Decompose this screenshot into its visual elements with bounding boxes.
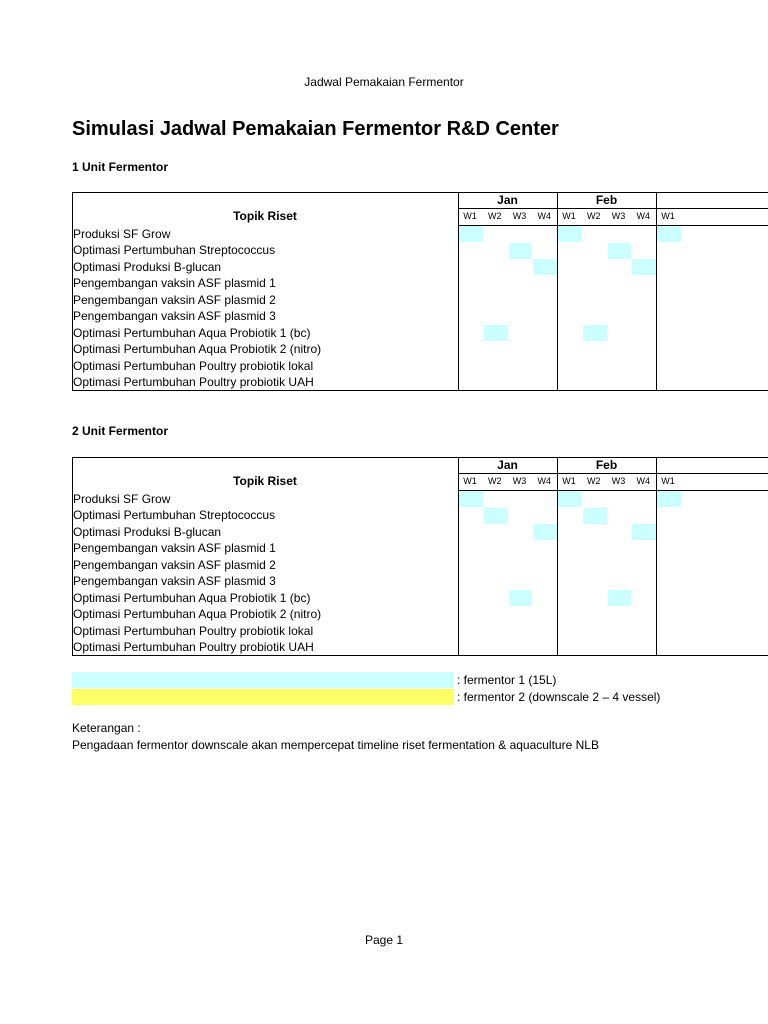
week-header: W3 — [611, 211, 626, 221]
week-header: W1 — [463, 211, 477, 221]
month-header-jan: Jan — [497, 458, 518, 472]
topik-row-label: Pengembangan vaksin ASF plasmid 3 — [73, 309, 276, 323]
week-header: W2 — [587, 211, 601, 221]
grid-line — [656, 457, 657, 655]
legend-swatch-fermentor-2 — [72, 689, 454, 705]
grid-line — [458, 490, 768, 491]
topik-row-label: Optimasi Produksi B-glucan — [73, 524, 222, 539]
topik-row-label: Optimasi Produksi B-glucan — [73, 259, 222, 274]
topik-row-label: Optimasi Pertumbuhan Streptococcus — [73, 508, 276, 522]
week-header: W1 — [562, 211, 576, 221]
topik-row-label: Optimasi Pertumbuhan Poultry probiotik lokal — [73, 623, 314, 638]
topik-riset-header: Topik Riset — [233, 474, 297, 488]
week-header: W1 — [661, 476, 675, 486]
week-header: W4 — [636, 476, 650, 486]
grid-line — [458, 457, 459, 655]
grid-line — [458, 192, 459, 390]
week-header: W4 — [636, 211, 650, 221]
schedule-cell-fermentor-1 — [608, 243, 632, 259]
week-header: W3 — [512, 476, 527, 486]
week-header: W2 — [488, 476, 502, 486]
keterangan-label: Keterangan : — [72, 721, 141, 735]
schedule-table-2-unit — [72, 457, 768, 656]
topik-row-label: Optimasi Pertumbuhan Aqua Probiotik 2 (nitro) — [73, 342, 322, 356]
schedule-cell-fermentor-1 — [608, 590, 632, 606]
schedule-cell-fermentor-1 — [558, 226, 582, 242]
legend-swatch-fermentor-1 — [72, 672, 454, 688]
schedule-cell-fermentor-1 — [632, 524, 656, 540]
week-header: W1 — [661, 211, 675, 221]
month-header-feb: Feb — [595, 193, 618, 207]
topik-row-label: Pengembangan vaksin ASF plasmid 2 — [73, 292, 276, 307]
schedule-cell-fermentor-1 — [657, 226, 681, 242]
topik-row-label: Pengembangan vaksin ASF plasmid 1 — [73, 276, 276, 290]
document-title: Simulasi Jadwal Pemakaian Fermentor R&D Center — [72, 118, 559, 140]
keterangan-text: Pengadaan fermentor downscale akan mempercepat timeline riset fermentation & aquaculture NLB — [72, 738, 599, 752]
grid-line — [656, 192, 657, 390]
topik-row-label: Produksi SF Grow — [73, 226, 171, 241]
month-header-feb: Feb — [595, 458, 618, 472]
schedule-cell-fermentor-1 — [509, 590, 533, 606]
schedule-table-1-unit — [72, 192, 768, 391]
topik-row-label: Optimasi Pertumbuhan Aqua Probiotik 1 (bc) — [73, 590, 311, 605]
schedule-cell-fermentor-1 — [459, 226, 483, 242]
schedule-cell-fermentor-1 — [583, 508, 607, 524]
week-header: W1 — [562, 476, 576, 486]
week-header: W2 — [587, 476, 601, 486]
schedule-cell-fermentor-1 — [509, 243, 533, 259]
legend-label-fermentor-1: : fermentor 1 (15L) — [457, 673, 557, 687]
schedule-cell-fermentor-1 — [484, 508, 508, 524]
schedule-cell-fermentor-1 — [484, 325, 508, 341]
grid-line — [557, 192, 558, 390]
schedule-cell-fermentor-1 — [657, 491, 681, 507]
schedule-cell-fermentor-1 — [459, 491, 483, 507]
topik-row-label: Optimasi Pertumbuhan Poultry probiotik UAH — [73, 375, 314, 389]
week-header: W4 — [537, 476, 551, 486]
week-header: W3 — [611, 476, 626, 486]
week-header: W4 — [537, 211, 551, 221]
grid-line — [557, 457, 558, 655]
topik-row-label: Pengembangan vaksin ASF plasmid 2 — [73, 557, 276, 572]
legend-label-fermentor-2: : fermentor 2 (downscale 2 – 4 vessel) — [457, 690, 661, 704]
section-title-1-unit: 1 Unit Fermentor — [72, 160, 169, 174]
schedule-cell-fermentor-1 — [583, 325, 607, 341]
topik-row-label: Optimasi Pertumbuhan Streptococcus — [73, 243, 276, 257]
topik-row-label: Optimasi Pertumbuhan Poultry probiotik lokal — [73, 358, 314, 373]
grid-line — [458, 208, 768, 209]
grid-line — [72, 192, 768, 193]
schedule-cell-fermentor-1 — [632, 259, 656, 275]
topik-row-label: Optimasi Pertumbuhan Poultry probiotik UAH — [73, 640, 314, 654]
schedule-cell-fermentor-1 — [533, 259, 557, 275]
grid-line — [458, 225, 768, 226]
month-header-jan: Jan — [497, 193, 518, 207]
topik-riset-header: Topik Riset — [233, 209, 297, 223]
page-footer: Page 1 — [364, 933, 404, 947]
grid-line — [458, 473, 768, 474]
topik-row-label: Optimasi Pertumbuhan Aqua Probiotik 1 (bc) — [73, 325, 311, 340]
topik-row-label: Pengembangan vaksin ASF plasmid 1 — [73, 541, 276, 555]
week-header: W1 — [463, 476, 477, 486]
topik-row-label: Produksi SF Grow — [73, 491, 171, 506]
grid-line — [72, 457, 768, 458]
schedule-cell-fermentor-1 — [533, 524, 557, 540]
grid-line — [72, 390, 768, 391]
topik-row-label: Pengembangan vaksin ASF plasmid 3 — [73, 574, 276, 588]
grid-line — [72, 655, 768, 656]
week-header: W3 — [512, 211, 527, 221]
page-header: Jadwal Pemakaian Fermentor — [304, 75, 464, 89]
topik-row-label: Optimasi Pertumbuhan Aqua Probiotik 2 (nitro) — [73, 607, 322, 621]
week-header: W2 — [488, 211, 502, 221]
schedule-cell-fermentor-1 — [558, 491, 582, 507]
section-title-2-unit: 2 Unit Fermentor — [72, 424, 169, 438]
